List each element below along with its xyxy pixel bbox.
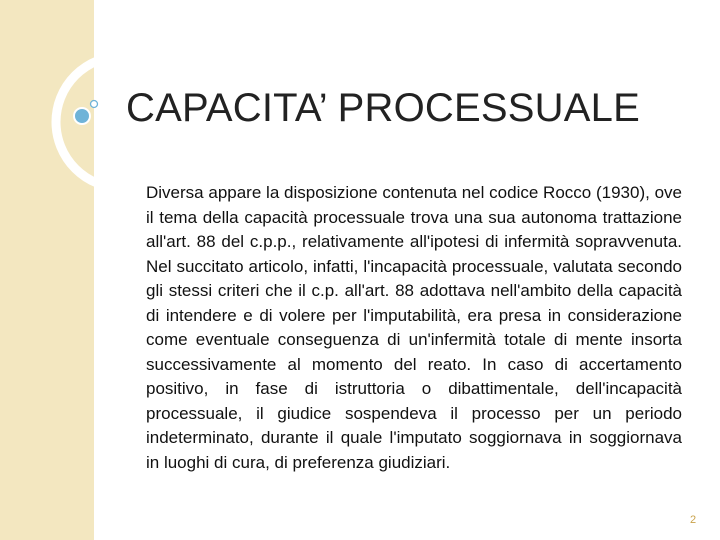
page-number: 2 [690, 514, 697, 526]
slide-title: CAPACITA’ PROCESSUALE [126, 86, 640, 130]
bullet-dot-large-icon [74, 108, 90, 124]
bullet-dot-small-icon [91, 101, 98, 108]
slide-body-paragraph: Diversa appare la disposizione contenuta nel codice Rocco (1930), ove il tema della capacità processuale trova una sua autonoma trattazione all'art. 88 del c.p.p., relativamente all'ipotesi di infermità sopravvenuta. Nel succitato articolo, infatti, l'incapacità processuale, valutata secondo gli stessi criteri che il c.p. all'art. 88 adottava nell'ambito della capacità di intendere e di volere per l'imputabilità, era presa in considerazione come eventuale conseguenza di un'infermità totale di mente insorta successivamente al momento del reato. In caso di accertamento positivo, in fase di istruttoria o dibattimentale, dell'incapacità processuale, il giudice sospendeva il processo per un periodo indeterminato, durante il quale l'imputato soggiornava in soggiornava in luoghi di cura, di preferenza giudiziari. [146, 183, 682, 472]
